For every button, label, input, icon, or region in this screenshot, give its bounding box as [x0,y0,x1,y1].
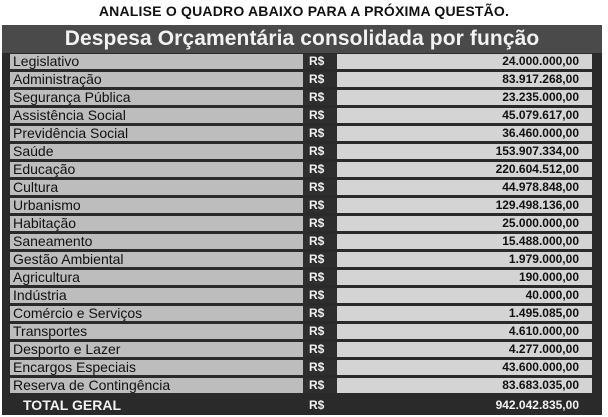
expense-value: 45.079.617,00 [337,108,592,123]
expense-value: 24.000.000,00 [337,54,592,69]
expense-value: 4.610.000,00 [337,324,592,339]
function-label: Transportes [10,324,303,339]
function-label: Urbanismo [10,198,303,213]
page-heading: ANALISE O QUADRO ABAIXO PARA A PRÓXIMA QUESTÃO. [98,3,510,19]
table-title: Despesa Orçamentária consolidada por função [2,25,602,53]
function-label: Assistência Social [10,108,303,123]
function-label: Comércio e Serviços [10,306,303,321]
function-label: Educação [10,162,303,177]
currency-symbol: R$ [303,90,337,105]
function-label: Reserva de Contingência [10,378,303,393]
currency-symbol: R$ [303,216,337,231]
currency-symbol: R$ [303,144,337,159]
expense-value: 23.235.000,00 [337,90,592,105]
currency-symbol: R$ [303,378,337,393]
currency-symbol: R$ [303,324,337,339]
currency-symbol: R$ [303,270,337,285]
currency-symbol: R$ [303,108,337,123]
expense-value: 220.604.512,00 [337,162,592,177]
currency-symbol: R$ [303,306,337,321]
expense-value: 4.277.000,00 [337,342,592,357]
function-label: Legislativo [10,54,303,69]
function-label: Encargos Especiais [10,360,303,375]
function-label: Saneamento [10,234,303,249]
expense-value: 129.498.136,00 [337,198,592,213]
function-label: Agricultura [10,270,303,285]
function-label: Cultura [10,180,303,195]
function-label: Previdência Social [10,126,303,141]
total-value: 942.042.835,00 [337,397,592,413]
expense-value: 83.683.035,00 [337,378,592,393]
expense-value: 83.917.268,00 [337,72,592,87]
function-label: Desporto e Lazer [10,342,303,357]
function-label: Gestão Ambiental [10,252,303,267]
currency-symbol: R$ [303,342,337,357]
expense-value: 25.000.000,00 [337,216,592,231]
expense-value: 40.000,00 [337,288,592,303]
function-label: Saúde [10,144,303,159]
expense-value: 1.495.085,00 [337,306,592,321]
currency-symbol: R$ [303,252,337,267]
expense-value: 43.600.000,00 [337,360,592,375]
currency-symbol: R$ [303,198,337,213]
expense-value: 36.460.000,00 [337,126,592,141]
currency-symbol: R$ [303,126,337,141]
currency-symbol: R$ [303,72,337,87]
expense-value: 153.907.334,00 [337,144,592,159]
currency-symbol: R$ [303,180,337,195]
function-label: Indústria [10,288,303,303]
expense-value: 44.978.848,00 [337,180,592,195]
expense-value: 1.979.000,00 [337,252,592,267]
expense-value: 15.488.000,00 [337,234,592,249]
currency-symbol: R$ [303,54,337,69]
function-label: Habitação [10,216,303,231]
total-label: TOTAL GERAL [10,397,303,413]
currency-symbol: R$ [303,360,337,375]
currency-symbol: R$ [303,234,337,249]
currency-symbol: R$ [303,288,337,303]
function-label: Administração [10,72,303,87]
total-currency: R$ [303,397,337,413]
function-label: Segurança Pública [10,90,303,105]
currency-symbol: R$ [303,162,337,177]
expense-value: 190.000,00 [337,270,592,285]
